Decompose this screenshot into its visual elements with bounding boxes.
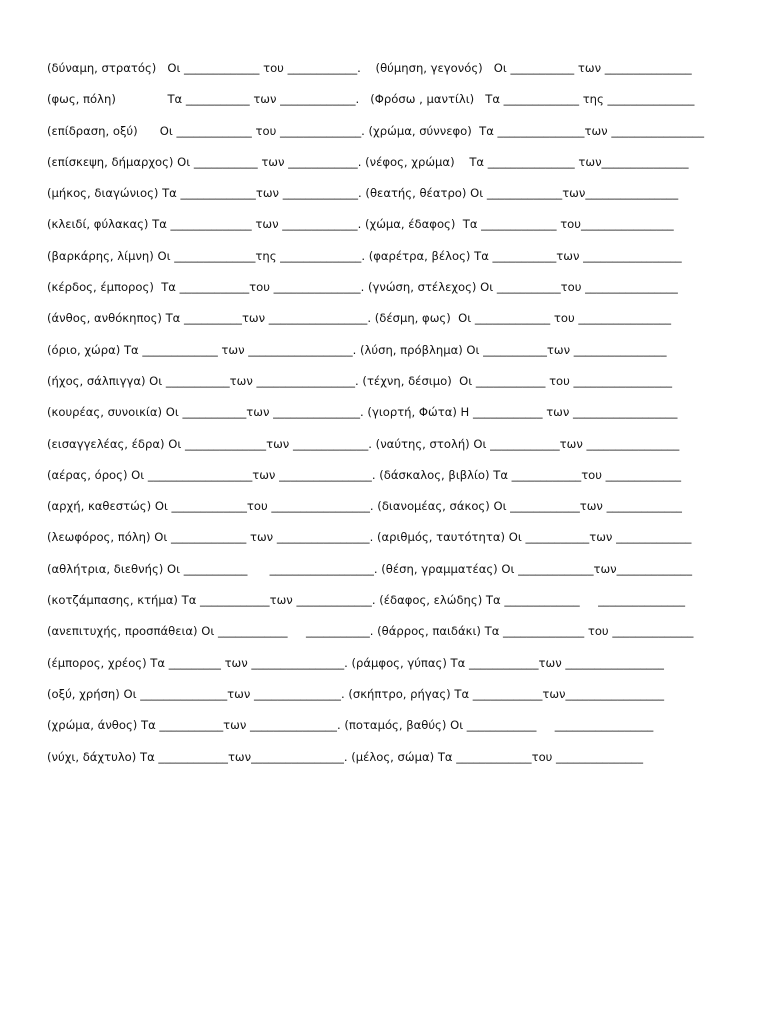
- exercise-line: [47, 684, 737, 715]
- exercise-text: (όριο, χώρα) Τα _____________ των __________________. (λύση, πρόβλημα) Οι ___________των ________________: [47, 342, 667, 357]
- exercise-line: [47, 715, 737, 746]
- exercise-line: [47, 402, 737, 433]
- exercise-text: (λεωφόρος, πόλη) Οι _____________ των ________________. (αριθμός, ταυτότητα) Οι ___________των _____________: [47, 530, 692, 545]
- worksheet: [47, 58, 737, 778]
- exercise-line: [47, 152, 737, 183]
- exercise-line: [47, 527, 737, 558]
- exercise-line: [47, 434, 737, 465]
- exercise-line: [47, 121, 737, 152]
- exercise-line: [47, 621, 737, 652]
- exercise-text: (μήκος, διαγώνιος) Τα _____________των _____________. (θεατής, θέατρο) Οι _____________των________________: [47, 186, 679, 201]
- exercise-line: [47, 340, 737, 371]
- exercise-text: (δύναμη, στρατός) Οι _____________ του ____________. (θύμηση, γεγονός) Οι ___________ των _______________: [47, 61, 692, 75]
- exercise-text: (εισαγγελέας, έδρα) Οι ______________των _____________. (ναύτης, στολή) Οι ____________των ________________: [47, 436, 680, 451]
- exercise-text: (κοτζάμπασης, κτήμα) Τα ____________των _____________. (έδαφος, ελώδης) Τα _____________ _______________: [47, 593, 686, 608]
- exercise-text: (κέρδος, έμπορος) Τα ____________του _______________. (γνώση, στέλεχος) Οι ___________του ________________: [47, 280, 678, 295]
- exercise-line: [47, 214, 737, 245]
- exercise-text: (αθλήτρια, διεθνής) Οι ___________ __________________. (θέση, γραμματέας) Οι _____________των_____________: [47, 561, 693, 576]
- exercise-line: [47, 371, 737, 402]
- exercise-text: (χρώμα, άνθος) Τα ___________των _______________. (ποταμός, βαθύς) Οι ____________ _________________: [47, 718, 654, 733]
- exercise-line: [47, 590, 737, 621]
- exercise-text: (επίδραση, οξύ) Οι _____________ του ______________. (χρώμα, σύννεφο) Τα _______________των ________________: [47, 123, 705, 138]
- exercise-text: (ανεπιτυχής, προσπάθεια) Οι ____________ ___________. (θάρρος, παιδάκι) Τα ______________ του ______________: [47, 624, 694, 639]
- exercise-text: (κλειδί, φύλακας) Τα ______________ των _____________. (χώμα, έδαφος) Τα _____________ του________________: [47, 217, 674, 232]
- exercise-line: [47, 246, 737, 277]
- exercise-text: (ήχος, σάλπιγγα) Οι ___________των _________________. (τέχνη, δέσιμο) Οι ____________ του _________________: [47, 373, 673, 388]
- exercise-text: (νύχι, δάχτυλο) Τα ____________των________________. (μέλος, σώμα) Τα _____________του _______________: [47, 749, 644, 764]
- exercise-line: [47, 496, 737, 527]
- exercise-text: (αρχή, καθεστώς) Οι _____________του _________________. (διανομέας, σάκος) Οι ____________των _____________: [47, 499, 682, 514]
- exercise-line: [47, 308, 737, 339]
- exercise-text: (επίσκεψη, δήμαρχος) Οι ___________ των ____________. (νέφος, χρώμα) Τα _______________ των_______________: [47, 154, 689, 169]
- exercise-line: [47, 89, 737, 120]
- exercise-line: [47, 183, 737, 214]
- exercise-text: (φως, πόλη) Τα ___________ των _____________. (Φρόσω , μαντίλι) Τα _____________ της _______________: [47, 92, 695, 107]
- exercise-text: (κουρέας, συνοικία) Οι ___________των _______________. (γιορτή, Φώτα) Η ____________ των __________________: [47, 405, 678, 420]
- exercise-line: [47, 465, 737, 496]
- exercise-text: (έμπορος, χρέος) Τα _________ των ________________. (ράμφος, γύπας) Τα ____________των _________________: [47, 655, 664, 670]
- exercise-line: [47, 653, 737, 684]
- exercise-text: (οξύ, χρήση) Οι _______________των _______________. (σκήπτρο, ρήγας) Τα ____________των_________________: [47, 686, 665, 701]
- exercise-line: [47, 747, 737, 778]
- exercise-line: [47, 559, 737, 590]
- exercise-text: (αέρας, όρος) Οι __________________των ________________. (δάσκαλος, βιβλίο) Τα ____________του _____________: [47, 467, 682, 482]
- exercise-line: [47, 277, 737, 308]
- exercise-text: (βαρκάρης, λίμνη) Οι ______________της ______________. (φαρέτρα, βέλος) Τα ___________των _________________: [47, 248, 682, 263]
- exercise-line: [47, 58, 737, 89]
- exercise-text: (άνθος, ανθόκηπος) Τα __________των _________________. (δέσμη, φως) Οι _____________ του ________________: [47, 311, 672, 326]
